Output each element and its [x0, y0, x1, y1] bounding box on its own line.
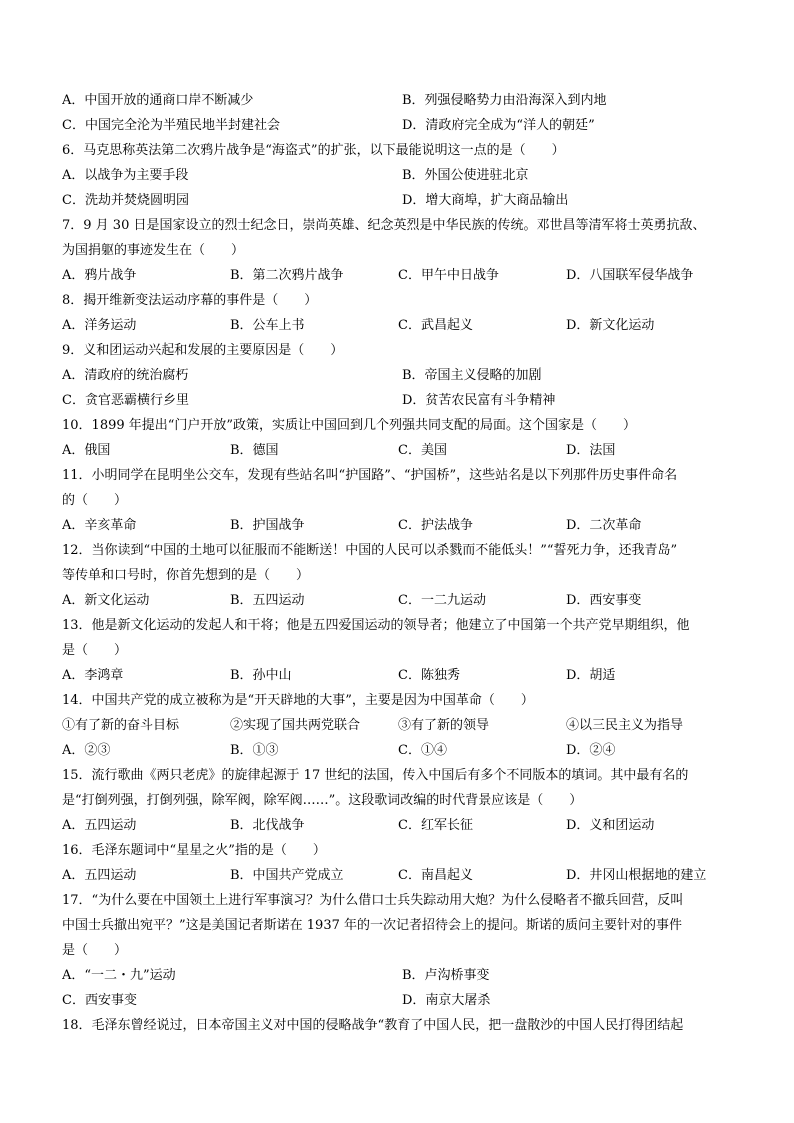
answer-option: C．武昌起义: [398, 318, 473, 333]
answer-option: C．一二九运动: [398, 593, 486, 608]
question-text-line: 11．小明同学在昆明坐公交车，发现有些站名叫“护国路”、“护国桥”，这些站名是以下列那件历史事件命名: [62, 468, 678, 483]
question-text-line: 13．他是新文化运动的发起人和干将；他是五四爱国运动的领导者；他建立了中国第一个共产党早期组织，他: [62, 618, 690, 633]
question-text-line: 16．毛泽东题词中“星星之火”指的是（ ）: [62, 843, 326, 858]
answer-option: C．①④: [398, 743, 447, 758]
answer-options-row: [62, 713, 742, 738]
answer-option: ②实现了国共两党联合: [230, 718, 361, 733]
answer-option: C．贪官恶霸横行乡里: [62, 393, 189, 408]
question-text-line: 12．当你读到“中国的土地可以征服而不能断送！中国的人民可以杀戮而不能低头！”“誓死力争，还我青岛”: [62, 543, 678, 558]
answer-option: B．孙中山: [230, 668, 292, 683]
answer-option: D．新文化运动: [566, 318, 655, 333]
question-text-line: 15．流行歌曲《两只老虎》的旋律起源于 17 世纪的法国，传入中国后有多个不同版本的填词。其中最有名的: [62, 768, 689, 783]
answer-option: D．增大商埠，扩大商品输出: [402, 193, 569, 208]
question-text-line: 17．“为什么要在中国领土上进行军事演习？为什么借口士兵失踪动用大炮？为什么侵略者不撤兵回营，反叫: [62, 893, 684, 908]
answer-option: D．义和团运动: [566, 818, 655, 833]
answer-option: C．中国完全沦为半殖民地半封建社会: [62, 118, 280, 133]
answer-option: D．②④: [566, 743, 616, 758]
question-text-line: 的（ ）: [62, 493, 128, 508]
question-text-line: 10．1899 年提出“门户开放”政策，实质让中国回到几个列强共同支配的局面。这个国家是（ ）: [62, 418, 637, 433]
answer-option: A．新文化运动: [62, 593, 150, 608]
answer-options-row: [62, 963, 742, 988]
answer-option: ④以三民主义为指导: [566, 718, 684, 733]
answer-option: B．①③: [230, 743, 279, 758]
answer-option: D．胡适: [566, 668, 616, 683]
answer-options-row: [62, 988, 742, 1013]
answer-option: A．鸦片战争: [62, 268, 137, 283]
answer-option: C．西安事变: [62, 993, 137, 1008]
answer-option: B．公车上书: [230, 318, 305, 333]
answer-option: B．德国: [230, 443, 279, 458]
answer-options-row: [62, 863, 742, 888]
answer-option: B．中国共产党成立: [230, 868, 344, 883]
answer-option: C．甲午中日战争: [398, 268, 499, 283]
question-text-line: 中国士兵撤出宛平？”这是美国记者斯诺在 1937 年的一次记者招待会上的提问。斯诺的质问主要针对的事件: [62, 918, 682, 933]
answer-options-row: [62, 513, 742, 538]
answer-options-row: [62, 363, 742, 388]
answer-options-row: [62, 663, 742, 688]
answer-option: B．北伐战争: [230, 818, 305, 833]
question-text-line: 是（ ）: [62, 943, 128, 958]
answer-option: A．五四运动: [62, 818, 137, 833]
answer-option: B．帝国主义侵略的加剧: [402, 368, 542, 383]
answer-option: B．卢沟桥事变: [402, 968, 490, 983]
answer-options-row: [62, 163, 742, 188]
answer-option: B．列强侵略势力由沿海深入到内地: [402, 93, 607, 108]
question-text-line: 18．毛泽东曾经说过，日本帝国主义对中国的侵略战争“教育了中国人民，把一盘散沙的中国人民打得团结起: [62, 1018, 684, 1033]
question-text-line: 9．义和团运动兴起和发展的主要原因是（ ）: [62, 343, 344, 358]
answer-option: C．美国: [398, 443, 447, 458]
answer-option: D．南京大屠杀: [402, 993, 491, 1008]
answer-option: C．南昌起义: [398, 868, 473, 883]
answer-option: A．辛亥革命: [62, 518, 137, 533]
answer-option: C．洗劫并焚烧圆明园: [62, 193, 189, 208]
question-text-line: 8．揭开维新变法运动序幕的事件是（ ）: [62, 293, 318, 308]
question-text-line: 14．中国共产党的成立被称为是“开天辟地的大事”，主要是因为中国革命（ ）: [62, 693, 534, 708]
answer-option: B．外国公使进驻北京: [402, 168, 529, 183]
answer-option: C．护法战争: [398, 518, 473, 533]
answer-options-row: [62, 388, 742, 413]
answer-option: A．五四运动: [62, 868, 137, 883]
answer-option: D．二次革命: [566, 518, 642, 533]
answer-option: C．红军长征: [398, 818, 473, 833]
answer-options-row: [62, 88, 742, 113]
question-text-line: 是“打倒列强，打倒列强，除军阀，除军阀……”。这段歌词改编的时代背景应该是（ ）: [62, 793, 583, 808]
answer-option: A．清政府的统治腐朽: [62, 368, 189, 383]
answer-option: A．李鸿章: [62, 668, 124, 683]
answer-options-row: [62, 738, 742, 763]
answer-options-row: [62, 263, 742, 288]
answer-option: A．俄国: [62, 443, 111, 458]
answer-option: D．八国联军侵华战争: [566, 268, 694, 283]
question-text-line: 为国捐躯的事迹发生在（ ）: [62, 243, 245, 258]
answer-option: D．西安事变: [566, 593, 642, 608]
answer-option: D．贫苦农民富有斗争精神: [402, 393, 556, 408]
answer-option: B．五四运动: [230, 593, 305, 608]
answer-option: ①有了新的奋斗目标: [62, 718, 180, 733]
question-text-line: 等传单和口号时，你首先想到的是（ ）: [62, 568, 310, 583]
answer-option: B．第二次鸦片战争: [230, 268, 344, 283]
answer-options-row: [62, 313, 742, 338]
answer-option: D．清政府完全成为“洋人的朝廷”: [402, 118, 595, 133]
question-text-line: 是（ ）: [62, 643, 128, 658]
answer-options-row: [62, 113, 742, 138]
answer-option: A．洋务运动: [62, 318, 137, 333]
answer-option: D．井冈山根据地的建立: [566, 868, 707, 883]
question-text-line: 7．9 月 30 日是国家设立的烈士纪念日，崇尚英雄、纪念英烈是中华民族的传统。邓世昌等清军将士英勇抗敌、: [62, 218, 706, 233]
answer-options-row: [62, 438, 742, 463]
answer-options-row: [62, 813, 742, 838]
answer-option: D．法国: [566, 443, 616, 458]
answer-options-row: [62, 188, 742, 213]
answer-options-row: [62, 588, 742, 613]
answer-option: A．“一二・九”运动: [62, 968, 176, 983]
question-text-line: 6．马克思称英法第二次鸦片战争是“海盗式”的扩张，以下最能说明这一点的是（ ）: [62, 143, 565, 158]
answer-option: A．中国开放的通商口岸不断减少: [62, 93, 254, 108]
answer-option: C．陈独秀: [398, 668, 460, 683]
answer-option: B．护国战争: [230, 518, 305, 533]
answer-option: A．以战争为主要手段: [62, 168, 189, 183]
answer-option: ③有了新的领导: [398, 718, 490, 733]
exam-page: [62, 88, 742, 1038]
answer-option: A．②③: [62, 743, 111, 758]
